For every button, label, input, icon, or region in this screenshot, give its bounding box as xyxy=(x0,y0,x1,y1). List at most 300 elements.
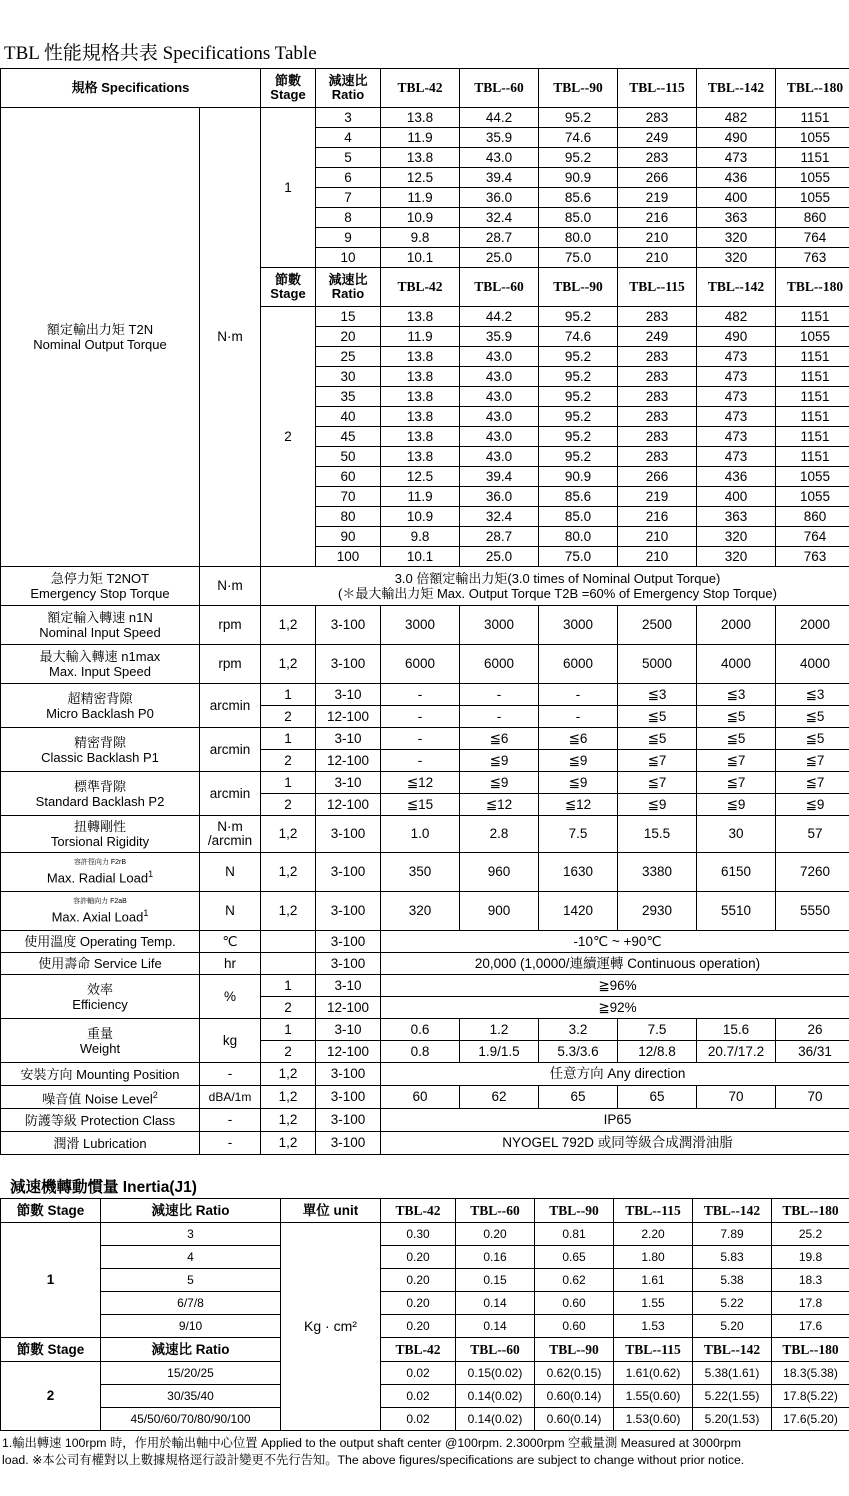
value-cell: 0.6 xyxy=(381,1019,460,1041)
value-cell: 0.16 xyxy=(456,1246,535,1269)
model-header: TBL--115 xyxy=(618,69,697,108)
model-header: TBL--142 xyxy=(697,69,776,108)
stage-header-en: Stage xyxy=(270,87,306,102)
unit-cell: - xyxy=(200,1063,261,1086)
row-label-en: Nominal Input Speed xyxy=(39,625,161,640)
unit-cell: rpm xyxy=(200,606,261,645)
value-cell: 0.20 xyxy=(456,1223,535,1246)
value-cell: 32.4 xyxy=(460,208,539,228)
stage-cell xyxy=(261,931,316,953)
stage-cell: 1,2 xyxy=(261,1132,316,1155)
value-cell: 1055 xyxy=(776,487,849,507)
unit-header: 單位 unit xyxy=(281,1199,381,1223)
inertia-unit: Kg · cm² xyxy=(304,1318,357,1334)
ratio-cell: 10 xyxy=(316,248,381,268)
value-cell: 0.81 xyxy=(535,1223,614,1246)
unit-cell: arcmin xyxy=(200,772,261,816)
stage-cell: 2 xyxy=(1,1362,101,1431)
value-cell: 5550 xyxy=(776,892,849,931)
value-cell: 36.0 xyxy=(460,487,539,507)
value-cell: 0.14(0.02) xyxy=(456,1408,535,1431)
ratio-cell: 40 xyxy=(316,407,381,427)
ratio-cell: 12-100 xyxy=(316,997,381,1019)
value-cell: - xyxy=(460,706,539,728)
value-cell: 4000 xyxy=(697,645,776,684)
value-cell: 43.0 xyxy=(460,427,539,447)
value-cell: 1.61 xyxy=(614,1269,693,1292)
table-row xyxy=(1,1223,849,1246)
value-cell: 43.0 xyxy=(460,367,539,387)
value-cell: 5.38(1.61) xyxy=(693,1362,772,1385)
value-cell: 3000 xyxy=(539,606,618,645)
value-cell: 95.2 xyxy=(539,427,618,447)
value-cell: 15.6 xyxy=(697,1019,776,1041)
value-cell: 0.14 xyxy=(456,1292,535,1315)
value-cell: 1151 xyxy=(776,347,849,367)
value-cell: 2930 xyxy=(618,892,697,931)
value-cell: 400 xyxy=(697,487,776,507)
model-header: TBL--180 xyxy=(776,69,849,108)
value-cell: 9.8 xyxy=(381,228,460,248)
footnote xyxy=(2,1435,849,1469)
value-cell: 6000 xyxy=(539,645,618,684)
value-cell: 3380 xyxy=(618,853,697,892)
header-row xyxy=(1,1199,849,1223)
stage-cell xyxy=(261,953,316,975)
ratio-cell: 3-10 xyxy=(316,684,381,706)
value-cell: 25.0 xyxy=(460,248,539,268)
value-cell: 473 xyxy=(697,427,776,447)
model-header: TBL--60 xyxy=(460,268,539,307)
value-cell: 17.8(5.22) xyxy=(772,1385,849,1408)
value-cell: 1151 xyxy=(776,108,849,128)
specifications-table xyxy=(0,68,849,1155)
model-header: TBL--60 xyxy=(456,1199,535,1223)
value-cell: 0.14(0.02) xyxy=(456,1385,535,1408)
ratio-cell: 90 xyxy=(316,527,381,547)
value-cell: 10.9 xyxy=(381,208,460,228)
value-cell: - xyxy=(381,706,460,728)
value-cell: 473 xyxy=(697,387,776,407)
temp-label: 使用溫度 Operating Temp. xyxy=(1,931,200,953)
model-header: TBL-42 xyxy=(381,69,460,108)
value-cell: 13.8 xyxy=(381,367,460,387)
model-header: TBL--60 xyxy=(460,69,539,108)
value-cell: 35.9 xyxy=(460,327,539,347)
value-cell: 283 xyxy=(618,108,697,128)
ratio-cell: 15 xyxy=(316,307,381,327)
value-cell: 2000 xyxy=(697,606,776,645)
value-cell: 25.2 xyxy=(772,1223,849,1246)
value-cell: 0.20 xyxy=(381,1269,456,1292)
value-cell: ≦3 xyxy=(776,684,849,706)
model-header: TBL--115 xyxy=(614,1199,693,1223)
rigidity-unit-en: /arcmin xyxy=(207,833,253,848)
emergency-label-zh: 急停力矩 T2NOT xyxy=(50,571,150,586)
table-row xyxy=(1,975,849,997)
ratio-cell: 3 xyxy=(316,108,381,128)
model-header: TBL--142 xyxy=(693,1338,772,1362)
value-cell: 5.83 xyxy=(693,1246,772,1269)
value-cell: 320 xyxy=(697,527,776,547)
table-row xyxy=(1,1063,849,1086)
table-row xyxy=(1,772,849,794)
efficiency-label-zh: 效率 xyxy=(86,981,113,997)
value-cell: 18.3(5.38) xyxy=(772,1362,849,1385)
stage-cell: 2 xyxy=(261,997,316,1019)
value-cell: 473 xyxy=(697,407,776,427)
value-cell: 95.2 xyxy=(539,407,618,427)
ratio-cell: 50 xyxy=(316,447,381,467)
value-cell: 1151 xyxy=(776,407,849,427)
value-cell: 95.2 xyxy=(539,367,618,387)
model-header: TBL--90 xyxy=(535,1199,614,1223)
value-cell: 39.4 xyxy=(460,168,539,188)
value-cell: 5.22(1.55) xyxy=(693,1385,772,1408)
stage-header-en: Stage xyxy=(270,286,306,301)
value-cell: ≦5 xyxy=(697,728,776,750)
life-label: 使用壽命 Service Life xyxy=(1,953,200,975)
backlash-label-zh: 超精密背隙 xyxy=(67,690,133,706)
ratio-cell: 5 xyxy=(316,148,381,168)
mounting-label: 安裝方向 Mounting Position xyxy=(1,1063,200,1086)
value-cell: ≦7 xyxy=(776,772,849,794)
value-cell: 1630 xyxy=(539,853,618,892)
value-cell: 35.9 xyxy=(460,128,539,148)
value-cell: 0.20 xyxy=(381,1292,456,1315)
inertia-title: 減速機轉動慣量 Inertia(J1) xyxy=(10,1179,197,1196)
value-cell: 75.0 xyxy=(539,547,618,567)
value-cell: 860 xyxy=(776,507,849,527)
value-cell: 6150 xyxy=(697,853,776,892)
value-cell: 363 xyxy=(697,507,776,527)
backlash-label-en: Classic Backlash P1 xyxy=(41,749,159,765)
table-row xyxy=(1,953,849,975)
value-cell: 5510 xyxy=(697,892,776,931)
value-cell: 219 xyxy=(618,487,697,507)
value-cell: 65 xyxy=(618,1086,697,1109)
value-cell: - xyxy=(539,684,618,706)
value-cell: 90.9 xyxy=(539,168,618,188)
model-header: TBL--60 xyxy=(456,1338,535,1362)
value-cell: 0.60(0.14) xyxy=(535,1385,614,1408)
value-cell: 13.8 xyxy=(381,387,460,407)
value-cell: 12.5 xyxy=(381,467,460,487)
backlash-label xyxy=(1,772,200,816)
value-cell: ≦12 xyxy=(381,772,460,794)
stage-cell: 1 xyxy=(261,772,316,794)
value-cell: 43.0 xyxy=(460,148,539,168)
emergency-value xyxy=(261,567,849,606)
row-label xyxy=(1,645,200,684)
table-row xyxy=(1,1109,849,1132)
value-cell: 95.2 xyxy=(539,347,618,367)
stage-cell: 1,2 xyxy=(261,816,316,853)
ratio-cell: 3 xyxy=(101,1223,281,1246)
value-cell: 283 xyxy=(618,447,697,467)
value-cell: ≦12 xyxy=(460,794,539,816)
efficiency-value: ≧92% xyxy=(381,997,849,1019)
value-cell: 2500 xyxy=(618,606,697,645)
value-cell: 283 xyxy=(618,148,697,168)
ratio-cell: 8 xyxy=(316,208,381,228)
value-cell: 320 xyxy=(697,228,776,248)
ratio-cell: 3-100 xyxy=(316,816,381,853)
emergency-text-1: 3.0 倍額定輸出力矩(3.0 times of Nominal Output Torque) xyxy=(394,571,721,586)
footnote-line-1: 1.輸出轉速 100rpm 時，作用於輸出軸中心位置 Applied to the output shaft center @100rpm. 2.3000rpm 空載量測 Measured at 3000rpm xyxy=(2,1436,741,1450)
ratio-cell: 3-100 xyxy=(316,953,381,975)
value-cell: 10.1 xyxy=(381,248,460,268)
model-header: TBL-42 xyxy=(381,1199,456,1223)
ratio-cell: 70 xyxy=(316,487,381,507)
value-cell: 11.9 xyxy=(381,327,460,347)
value-cell: 0.20 xyxy=(381,1246,456,1269)
value-cell: 350 xyxy=(381,853,460,892)
value-cell: 11.9 xyxy=(381,487,460,507)
unit-cell: arcmin xyxy=(200,728,261,772)
unit-cell xyxy=(200,816,261,853)
stage-header: 節數 Stage xyxy=(1,1338,101,1362)
table-row xyxy=(1,816,849,853)
value-cell: ≦9 xyxy=(539,750,618,772)
value-cell: 13.8 xyxy=(381,447,460,467)
value-cell: 219 xyxy=(618,188,697,208)
ratio-cell: 7 xyxy=(316,188,381,208)
table-row xyxy=(1,1132,849,1155)
value-cell: 1055 xyxy=(776,168,849,188)
ratio-cell: 12-100 xyxy=(316,1041,381,1063)
value-cell: 12.5 xyxy=(381,168,460,188)
value-cell: ≦9 xyxy=(460,750,539,772)
value-cell: 4000 xyxy=(776,645,849,684)
value-cell: 17.6(5.20) xyxy=(772,1408,849,1431)
ratio-cell: 80 xyxy=(316,507,381,527)
inertia-table xyxy=(0,1198,849,1431)
value-cell: 7260 xyxy=(776,853,849,892)
value-cell: 249 xyxy=(618,128,697,148)
value-cell: 0.62(0.15) xyxy=(535,1362,614,1385)
backlash-label xyxy=(1,728,200,772)
rigidity-unit-zh: N·m xyxy=(217,819,243,834)
header-row xyxy=(1,1338,849,1362)
value-cell: 1151 xyxy=(776,447,849,467)
value-cell: 960 xyxy=(460,853,539,892)
value-cell: ≦7 xyxy=(618,750,697,772)
ratio-cell: 35 xyxy=(316,387,381,407)
ratio-cell: 3-100 xyxy=(316,1132,381,1155)
value-cell: 0.65 xyxy=(535,1246,614,1269)
value-cell: 62 xyxy=(460,1086,539,1109)
value-cell: 11.9 xyxy=(381,128,460,148)
value-cell: ≦7 xyxy=(776,750,849,772)
emergency-label-en: Emergency Stop Torque xyxy=(30,586,170,601)
value-cell: 0.20 xyxy=(381,1315,456,1338)
table-row xyxy=(1,684,849,706)
value-cell: ≦6 xyxy=(460,728,539,750)
stage-cell: 1,2 xyxy=(261,645,316,684)
value-cell: - xyxy=(381,684,460,706)
table-row xyxy=(1,606,849,645)
ratio-cell: 30/35/40 xyxy=(101,1385,281,1408)
ratio-cell: 20 xyxy=(316,327,381,347)
value-cell: 283 xyxy=(618,307,697,327)
value-cell: 1.9/1.5 xyxy=(460,1041,539,1063)
value-cell: 85.0 xyxy=(539,208,618,228)
value-cell: ≦3 xyxy=(697,684,776,706)
value-cell: - xyxy=(539,706,618,728)
value-cell: 44.2 xyxy=(460,108,539,128)
row-label-zh: 額定輸入轉速 n1N xyxy=(47,610,153,625)
ratio-cell: 3-100 xyxy=(316,931,381,953)
value-cell: 95.2 xyxy=(539,108,618,128)
model-header: TBL-42 xyxy=(381,268,460,307)
value-cell: 30 xyxy=(697,816,776,853)
table-row xyxy=(1,108,849,128)
value-cell: 43.0 xyxy=(460,407,539,427)
radial-label xyxy=(1,853,200,892)
model-header: TBL--115 xyxy=(614,1338,693,1362)
table-row xyxy=(1,1269,849,1292)
ratio-cell: 25 xyxy=(316,347,381,367)
value-cell: ≦12 xyxy=(539,794,618,816)
value-cell: ≦9 xyxy=(539,772,618,794)
table-row xyxy=(1,1315,849,1338)
ratio-cell: 3-100 xyxy=(316,892,381,931)
value-cell: ≦5 xyxy=(618,728,697,750)
value-cell: 12/8.8 xyxy=(618,1041,697,1063)
value-cell: 249 xyxy=(618,327,697,347)
ratio-cell: 3-100 xyxy=(316,853,381,892)
value-cell: 473 xyxy=(697,447,776,467)
value-cell: 74.6 xyxy=(539,327,618,347)
ratio-cell: 3-100 xyxy=(316,1086,381,1109)
value-cell: 5.20(1.53) xyxy=(693,1408,772,1431)
value-cell: 283 xyxy=(618,347,697,367)
stage-cell: 2 xyxy=(261,307,316,567)
value-cell: 473 xyxy=(697,148,776,168)
value-cell: 363 xyxy=(697,208,776,228)
stage-header: 節數 Stage xyxy=(1,1199,101,1223)
emergency-text-2: (＊最大輸出力矩 Max. Output Torque T2B =60% of Emergency Stop Torque) xyxy=(338,586,777,601)
ratio-cell: 5 xyxy=(101,1269,281,1292)
backlash-label-en: Micro Backlash P0 xyxy=(46,705,154,721)
value-cell: 65 xyxy=(539,1086,618,1109)
model-header: TBL--90 xyxy=(539,69,618,108)
unit-cell: rpm xyxy=(200,645,261,684)
value-cell: 95.2 xyxy=(539,447,618,467)
value-cell: 1.53 xyxy=(614,1315,693,1338)
ratio-cell: 3-100 xyxy=(316,1063,381,1086)
value-cell: 1.55(0.60) xyxy=(614,1385,693,1408)
row-label-zh: 最大輸入轉速 n1max xyxy=(39,649,161,664)
model-header: TBL--142 xyxy=(697,268,776,307)
value-cell: 28.7 xyxy=(460,228,539,248)
backlash-label-zh: 標準背隙 xyxy=(73,778,126,794)
value-cell: 32.4 xyxy=(460,507,539,527)
stage-header-zh: 節數 xyxy=(274,272,301,287)
value-cell: 70 xyxy=(697,1086,776,1109)
page-title: TBL 性能規格共表 Specifications Table xyxy=(4,43,317,64)
value-cell: 210 xyxy=(618,248,697,268)
footnote-ref: 2 xyxy=(152,1089,158,1100)
ratio-cell: 3-10 xyxy=(316,772,381,794)
value-cell: 20.7/17.2 xyxy=(697,1041,776,1063)
value-cell: ≦7 xyxy=(697,772,776,794)
value-cell: 2.8 xyxy=(460,816,539,853)
value-cell: 13.8 xyxy=(381,407,460,427)
stage-cell: 1 xyxy=(261,1019,316,1041)
value-cell: ≦3 xyxy=(618,684,697,706)
value-cell: 210 xyxy=(618,527,697,547)
ratio-cell: 3-10 xyxy=(316,728,381,750)
value-cell: 85.6 xyxy=(539,188,618,208)
stage-cell: 1 xyxy=(1,1223,101,1338)
value-cell: 1055 xyxy=(776,327,849,347)
stage-cell: 1,2 xyxy=(261,1109,316,1132)
value-cell: 5.3/3.6 xyxy=(539,1041,618,1063)
table-row xyxy=(1,645,849,684)
value-cell: 0.15 xyxy=(456,1269,535,1292)
stage-cell: 1 xyxy=(261,684,316,706)
value-cell: 6000 xyxy=(460,645,539,684)
value-cell: ≦7 xyxy=(618,772,697,794)
value-cell: ≦5 xyxy=(618,706,697,728)
stage-cell: 2 xyxy=(261,706,316,728)
value-cell: ≦15 xyxy=(381,794,460,816)
value-cell: 13.8 xyxy=(381,307,460,327)
value-cell: 0.62 xyxy=(535,1269,614,1292)
value-cell: 17.8 xyxy=(772,1292,849,1315)
ratio-cell: 9 xyxy=(316,228,381,248)
ratio-cell: 3-100 xyxy=(316,606,381,645)
value-cell: 0.02 xyxy=(381,1362,456,1385)
value-cell: 6000 xyxy=(381,645,460,684)
value-cell: 39.4 xyxy=(460,467,539,487)
value-cell: 763 xyxy=(776,248,849,268)
value-cell: 0.60 xyxy=(535,1292,614,1315)
value-cell: 36.0 xyxy=(460,188,539,208)
value-cell: ≦7 xyxy=(697,750,776,772)
value-cell: 266 xyxy=(618,168,697,188)
table-row xyxy=(1,1292,849,1315)
value-cell: 0.8 xyxy=(381,1041,460,1063)
torque-label-zh: 額定輸出力矩 T2N xyxy=(46,322,154,337)
value-cell: ≦9 xyxy=(618,794,697,816)
value-cell: 210 xyxy=(618,547,697,567)
torque-unit: N·m xyxy=(200,108,261,567)
value-cell: 13.8 xyxy=(381,427,460,447)
value-cell: 763 xyxy=(776,547,849,567)
stage-cell: 1 xyxy=(261,108,316,268)
noise-label xyxy=(1,1086,200,1109)
value-cell: 266 xyxy=(618,467,697,487)
value-cell: 320 xyxy=(697,547,776,567)
value-cell: 860 xyxy=(776,208,849,228)
ratio-header-en: Ratio xyxy=(331,286,365,301)
value-cell: 80.0 xyxy=(539,527,618,547)
table-row xyxy=(1,1408,849,1431)
weight-label-en: Weight xyxy=(79,1040,121,1056)
value-cell: 17.6 xyxy=(772,1315,849,1338)
stage-cell: 2 xyxy=(261,794,316,816)
value-cell: 95.2 xyxy=(539,387,618,407)
stage-header xyxy=(261,69,316,108)
value-cell: 75.0 xyxy=(539,248,618,268)
value-cell: 1151 xyxy=(776,427,849,447)
table-row xyxy=(1,567,849,606)
value-cell: 18.3 xyxy=(772,1269,849,1292)
table-row xyxy=(1,1246,849,1269)
